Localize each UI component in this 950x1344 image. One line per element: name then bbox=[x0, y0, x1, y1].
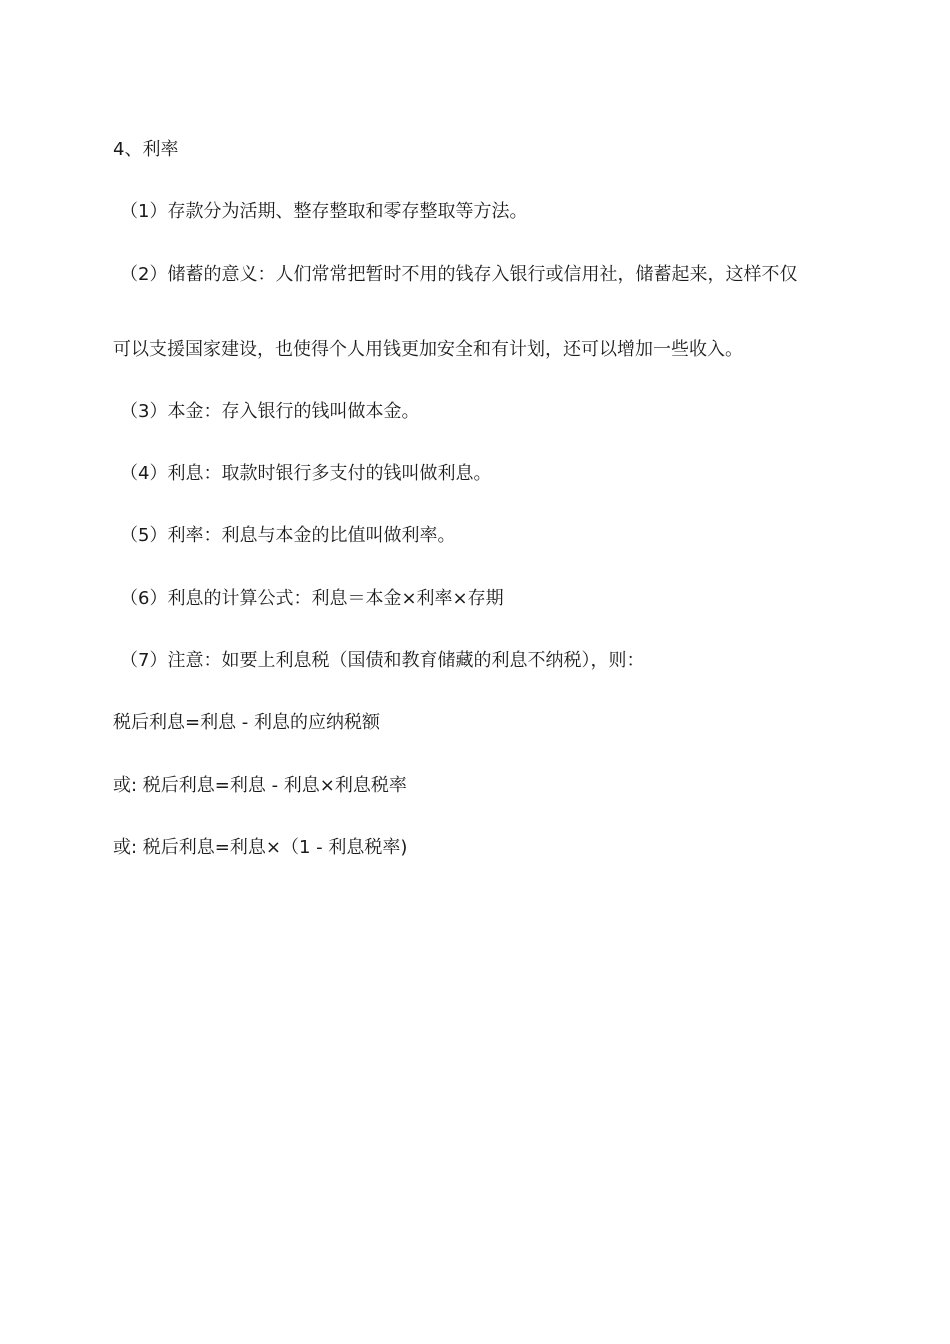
paragraph-line: （5）利率：利息与本金的比值叫做利率。 bbox=[120, 525, 456, 546]
formula-line: 或: 税后利息=利息 - 利息×利息税率 bbox=[113, 775, 407, 796]
paragraph-line: （4）利息：取款时银行多支付的钱叫做利息。 bbox=[120, 463, 492, 484]
paragraph-line: （2）储蓄的意义：人们常常把暂时不用的钱存入银行或信用社，储蓄起来，这样不仅 bbox=[120, 264, 798, 285]
paragraph-line: （1）存款分为活期、整存整取和零存整取等方法。 bbox=[120, 201, 528, 222]
paragraph-line: 可以支援国家建设，也使得个人用钱更加安全和有计划，还可以增加一些收入。 bbox=[113, 339, 743, 360]
paragraph-line: （3）本金：存入银行的钱叫做本金。 bbox=[120, 401, 420, 422]
section-heading: 4、利率 bbox=[113, 139, 179, 160]
formula-line: 或: 税后利息=利息×（1 - 利息税率) bbox=[113, 837, 408, 858]
formula-line: （6）利息的计算公式：利息＝本金×利率×存期 bbox=[120, 588, 504, 609]
paragraph-line: （7）注意：如要上利息税（国债和教育储藏的利息不纳税），则： bbox=[120, 650, 645, 671]
formula-line: 税后利息=利息 - 利息的应纳税额 bbox=[113, 712, 381, 733]
